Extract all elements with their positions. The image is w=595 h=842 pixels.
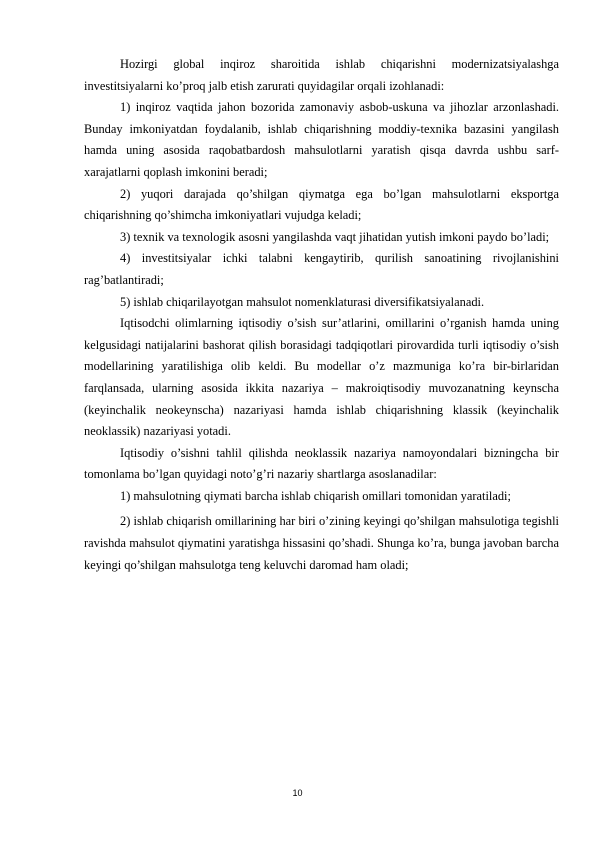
paragraph-item-2: 2) yuqori darajada qo’shilgan qiymatga ega bo’lgan mahsulotlarni eksportga chiqarishning qo’shimcha imkoniyatlari vujudga keladi; (84, 186, 559, 223)
paragraph-item-1: 1) inqiroz vaqtida jahon bozorida zamonaviy asbob-uskuna va jihozlar arzonlashadi. Bunday imkoniyatdan foydalanib, ishlab chiqarishning moddiy-texnika bazasini yangilash hamda uning asosida raqobatbardosh mahsulotlarni yaratish qisqa davrda ushbu sarf-xarajatlarni qoplash imkonini beradi; (84, 100, 559, 179)
page-number: 10 (292, 788, 303, 798)
document-body (84, 54, 559, 576)
paragraph-neoclassical: Iqtisodiy o’sishni tahlil qilishda neoklassik nazariya namoyondalari bizningcha bir tomonlama bo’lgan quyidagi noto’g’ri nazariy shartlarga asoslanadilar: (84, 445, 559, 482)
paragraph-item-3: 3) texnik va texnologik asosni yangilashda vaqt jihatidan yutish imkoni paydo bo’ladi; (120, 229, 550, 244)
paragraph-condition-1: 1) mahsulotning qiymati barcha ishlab chiqarish omillari tomonidan yaratiladi; (120, 488, 511, 503)
paragraph-intro: Hozirgi global inqiroz sharoitida ishlab chiqarishni modernizatsiyalashga investitsiyalarni ko’proq jalb etish zarurati quyidagilar orqali izohlanadi: (84, 57, 559, 93)
paragraph-condition-2: 2) ishlab chiqarish omillarining har biri o’zining keyingi qo’shilgan mahsulotiga tegishli ravishda mahsulot qiymatini yaratishga hissasini qo’shadi. Shunga ko’ra, bunga javoban barcha keyingi qo’shilgan mahsulotga teng keluvchi daromad ham oladi; (84, 514, 559, 572)
paragraph-theories: Iqtisodchi olimlarning iqtisodiy o’sish sur’atlarini, omillarini o’rganish hamda uning kelgusidagi natijalarini bashorat qilish borasidagi tadqiqotlari pirovardida turli iqtisodiy o’sish modellarining yaratilishiga olib keldi. Bu modellar o’z mazmuniga ko’ra bir-birlaridan farqlansada, ularning asosida ikkita nazariya – makroiqtisodiy muvozanatning keynscha (keyinchalik neokeynscha) nazariyasi hamda ishlab chiqarishning klassik (keyinchalik neoklassik) nazariyasi yotadi. (84, 316, 559, 439)
paragraph-item-4: 4) investitsiyalar ichki talabni kengaytirib, qurilish sanoatining rivojlanishini rag’batlantiradi; (84, 251, 559, 287)
paragraph-item-5: 5) ishlab chiqarilayotgan mahsulot nomenklaturasi diversifikatsiyalanadi. (120, 294, 485, 309)
